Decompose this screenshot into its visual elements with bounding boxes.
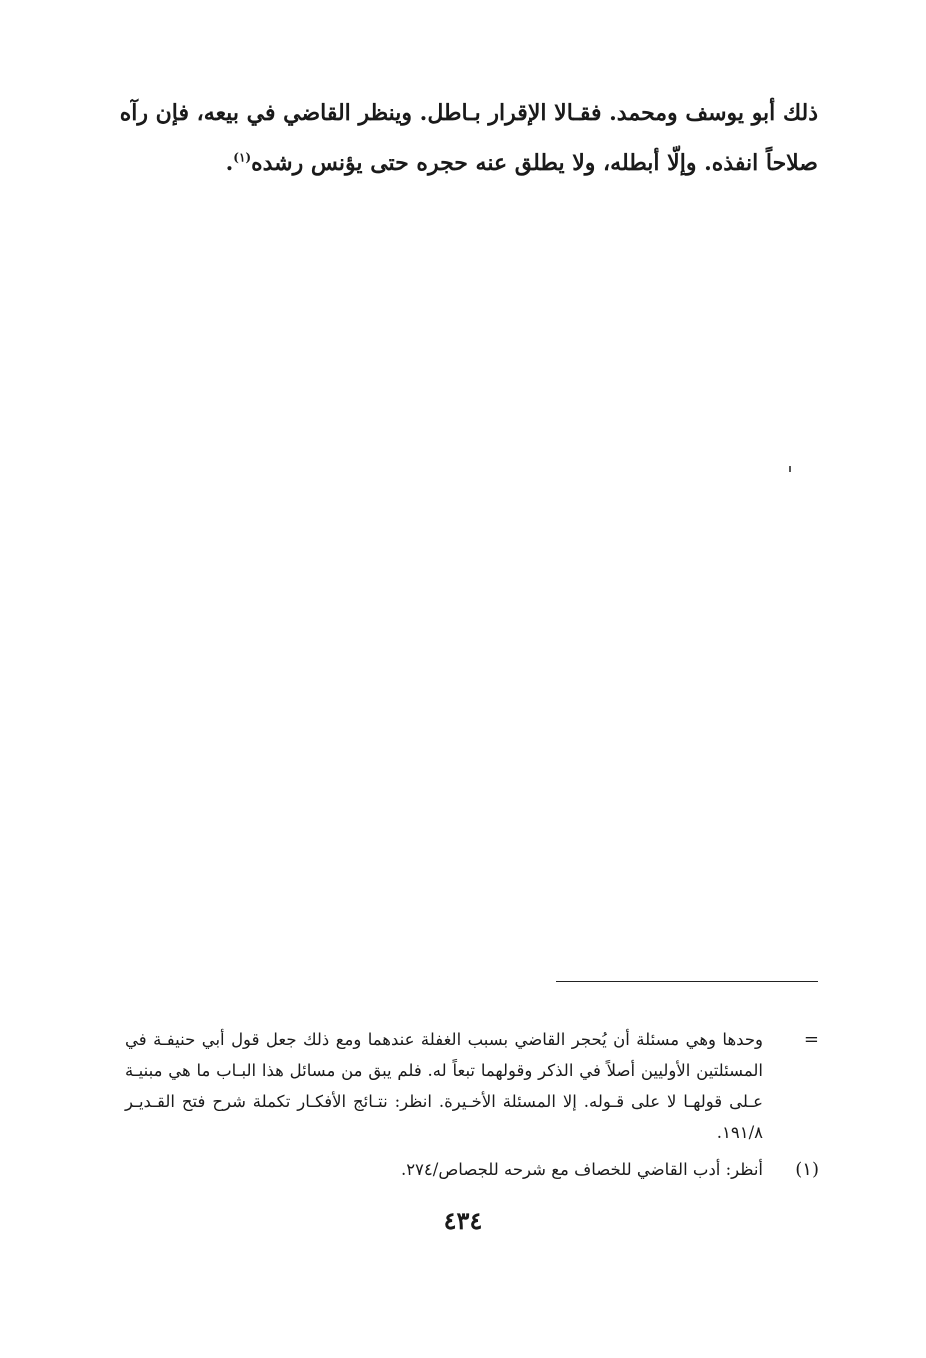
footnote-separator: [556, 981, 818, 982]
stray-print-mark: [789, 466, 791, 472]
main-text-line-2-end: .: [225, 150, 234, 176]
main-text-line-2: [118, 138, 818, 188]
footnote-1-text: أنظر: أدب القاضي للخصاف مع شرحه للجصاص/٢٧٤.: [400, 1160, 763, 1179]
footnote-continued: [125, 1024, 825, 1148]
footnote-reference-1: (١): [233, 150, 252, 165]
footnote-continued-text: وحدها وهي مسئلة أن يُحجر القاضي بسبب الغفلة عندهما ومع ذلك جعل قول أبي حنيفـة في المسئلتين الأوليين أصلاً في الذكر وقولهما تبعاً له. فلم يبق من مسائل هذا البـاب ما هي مبنيـة عـلى قولهـا لا على قـوله. إلا المسئلة الأخـيرة. انظر: نتـائج الأفكـار تكملة شرح فتح القـديـر ١٩١/٨.: [125, 1030, 763, 1142]
footnote-1: [125, 1154, 825, 1185]
footnote-continued-marker: =: [803, 1029, 819, 1050]
page-number: ٤٣٤: [443, 1206, 483, 1235]
footnote-1-marker: (١): [795, 1159, 819, 1180]
main-text-line-2-body: صلاحاً انفذه. وإلّا أبطله، ولا يطلق عنه حجره حتى يؤنس رشده: [251, 150, 818, 176]
main-body-text: [118, 88, 818, 188]
footnotes-section: [125, 1024, 825, 1185]
main-text-line-1: ذلك أبو يوسف ومحمد. فقـالا الإقرار بـاطل. وينظر القاضي في بيعه، فإن رآه: [119, 100, 818, 126]
